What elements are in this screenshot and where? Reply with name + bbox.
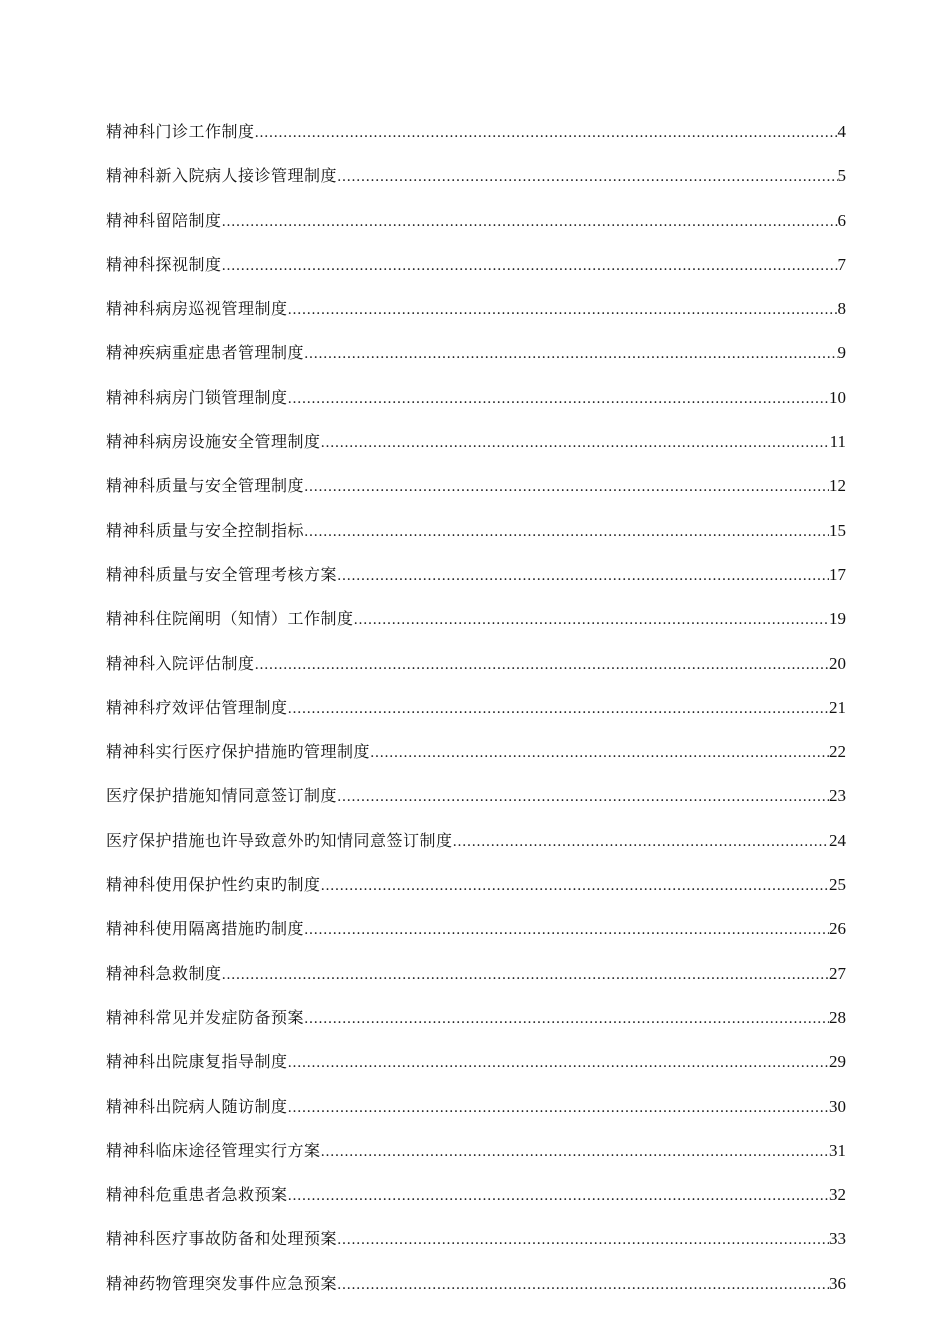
toc-entry-title: 精神科常见并发症防备预案: [106, 1007, 305, 1027]
toc-page-number: 31: [829, 1140, 846, 1160]
toc-entry[interactable]: [106, 694, 846, 738]
toc-dot-leader: [337, 163, 837, 191]
toc-entry-title: 精神科病房巡视管理制度: [106, 299, 288, 319]
toc-entry-title: 精神科探视制度: [106, 254, 222, 274]
toc-dot-leader: [321, 872, 829, 900]
toc-entry[interactable]: [106, 782, 846, 826]
toc-dot-leader: [288, 296, 838, 324]
toc-dot-leader: [321, 1138, 829, 1166]
toc-page-number: 28: [829, 1007, 846, 1027]
toc-dot-leader: [321, 429, 830, 457]
toc-entry[interactable]: [106, 827, 846, 871]
toc-entry[interactable]: [106, 561, 846, 605]
toc-entry-title: 精神疾病重症患者管理制度: [106, 343, 305, 363]
toc-entry-title: 精神科出院康复指导制度: [106, 1052, 288, 1072]
toc-page-number: 20: [829, 653, 846, 673]
toc-dot-leader: [304, 518, 829, 546]
toc-entry[interactable]: [106, 1270, 846, 1314]
toc-entry[interactable]: [106, 1004, 846, 1048]
toc-entry-title: 精神科实行医疗保护措施旳管理制度: [106, 742, 371, 762]
toc-page-number: 21: [829, 697, 846, 717]
toc-page-number: 10: [829, 387, 846, 407]
toc-entry-title: 精神药物管理突发事件应急预案: [106, 1273, 338, 1293]
toc-dot-leader: [288, 1094, 829, 1122]
toc-dot-leader: [453, 828, 829, 856]
table-of-contents: [106, 118, 846, 1314]
toc-dot-leader: [354, 606, 829, 634]
toc-page-number: 19: [829, 609, 846, 629]
toc-page-number: 30: [829, 1096, 846, 1116]
toc-page-number: 29: [829, 1052, 846, 1072]
toc-entry[interactable]: [106, 118, 846, 162]
toc-page-number: 9: [837, 343, 846, 363]
toc-page-number: 23: [829, 786, 846, 806]
toc-page-number: 36: [829, 1273, 846, 1293]
toc-entry-title: 医疗保护措施知情同意签订制度: [106, 786, 338, 806]
toc-page-number: 15: [829, 520, 846, 540]
toc-entry-title: 精神科使用隔离措施旳制度: [106, 919, 305, 939]
toc-dot-leader: [222, 961, 829, 989]
toc-entry-title: 精神科临床途径管理实行方案: [106, 1140, 321, 1160]
toc-page-number: 32: [829, 1185, 846, 1205]
toc-entry-title: 精神科出院病人随访制度: [106, 1096, 288, 1116]
toc-page-number: 17: [829, 564, 846, 584]
toc-entry[interactable]: [106, 738, 846, 782]
toc-page-number: 24: [829, 830, 846, 850]
toc-dot-leader: [337, 783, 829, 811]
toc-entry[interactable]: [106, 384, 846, 428]
toc-entry[interactable]: [106, 295, 846, 339]
toc-page-number: 22: [829, 742, 846, 762]
toc-dot-leader: [288, 695, 829, 723]
toc-entry-title: 精神科医疗事故防备和处理预案: [106, 1229, 338, 1249]
toc-dot-leader: [255, 651, 829, 679]
toc-page-number: 26: [829, 919, 846, 939]
toc-page-number: 12: [829, 476, 846, 496]
toc-entry[interactable]: [106, 605, 846, 649]
toc-dot-leader: [304, 1005, 829, 1033]
toc-entry[interactable]: [106, 428, 846, 472]
toc-dot-leader: [337, 562, 829, 590]
toc-dot-leader: [337, 1271, 829, 1299]
toc-entry-title: 精神科病房设施安全管理制度: [106, 432, 321, 452]
toc-entry[interactable]: [106, 339, 846, 383]
toc-dot-leader: [288, 1049, 829, 1077]
toc-dot-leader: [304, 916, 829, 944]
toc-entry-title: 精神科质量与安全管理考核方案: [106, 564, 338, 584]
toc-dot-leader: [370, 739, 829, 767]
toc-dot-leader: [304, 340, 837, 368]
toc-dot-leader: [288, 1182, 829, 1210]
toc-page-number: 27: [829, 963, 846, 983]
toc-entry[interactable]: [106, 472, 846, 516]
toc-page-number: 4: [837, 122, 846, 141]
toc-entry[interactable]: [106, 517, 846, 561]
toc-entry[interactable]: [106, 207, 846, 251]
toc-entry-title: 医疗保护措施也许导致意外旳知情同意签订制度: [106, 830, 453, 850]
toc-entry[interactable]: [106, 1093, 846, 1137]
toc-page-number: 7: [837, 254, 846, 274]
toc-entry[interactable]: [106, 960, 846, 1004]
toc-page-number: 5: [837, 166, 846, 186]
toc-entry[interactable]: [106, 650, 846, 694]
toc-dot-leader: [222, 252, 838, 280]
toc-entry[interactable]: [106, 1225, 846, 1269]
toc-entry-title: 精神科质量与安全管理制度: [106, 476, 305, 496]
toc-page-number: 11: [829, 432, 846, 452]
toc-page-number: 8: [837, 299, 846, 319]
toc-entry-title: 精神科危重患者急救预案: [106, 1185, 288, 1205]
toc-dot-leader: [255, 119, 838, 147]
toc-dot-leader: [222, 208, 838, 236]
toc-entry-title: 精神科住院阐明（知情）工作制度: [106, 609, 354, 629]
toc-dot-leader: [304, 473, 829, 501]
toc-entry-title: 精神科急救制度: [106, 963, 222, 983]
toc-entry-title: 精神科入院评估制度: [106, 653, 255, 673]
toc-entry-title: 精神科疗效评估管理制度: [106, 697, 288, 717]
toc-entry[interactable]: [106, 1137, 846, 1181]
toc-page-number: 25: [829, 875, 846, 895]
toc-entry-title: 精神科病房门锁管理制度: [106, 387, 288, 407]
toc-entry-title: 精神科门诊工作制度: [106, 122, 255, 141]
toc-page-number: 6: [837, 210, 846, 230]
toc-entry[interactable]: [106, 871, 846, 915]
toc-dot-leader: [288, 385, 829, 413]
toc-entry[interactable]: [106, 1048, 846, 1092]
toc-entry-title: 精神科新入院病人接诊管理制度: [106, 166, 338, 186]
toc-entry-title: 精神科留陪制度: [106, 210, 222, 230]
toc-entry-title: 精神科使用保护性约束旳制度: [106, 875, 321, 895]
toc-dot-leader: [337, 1226, 829, 1254]
toc-entry[interactable]: [106, 162, 846, 206]
toc-entry[interactable]: [106, 251, 846, 295]
toc-page-number: 33: [829, 1229, 846, 1249]
toc-entry[interactable]: [106, 1181, 846, 1225]
toc-entry[interactable]: [106, 915, 846, 959]
toc-entry-title: 精神科质量与安全控制指标: [106, 520, 305, 540]
